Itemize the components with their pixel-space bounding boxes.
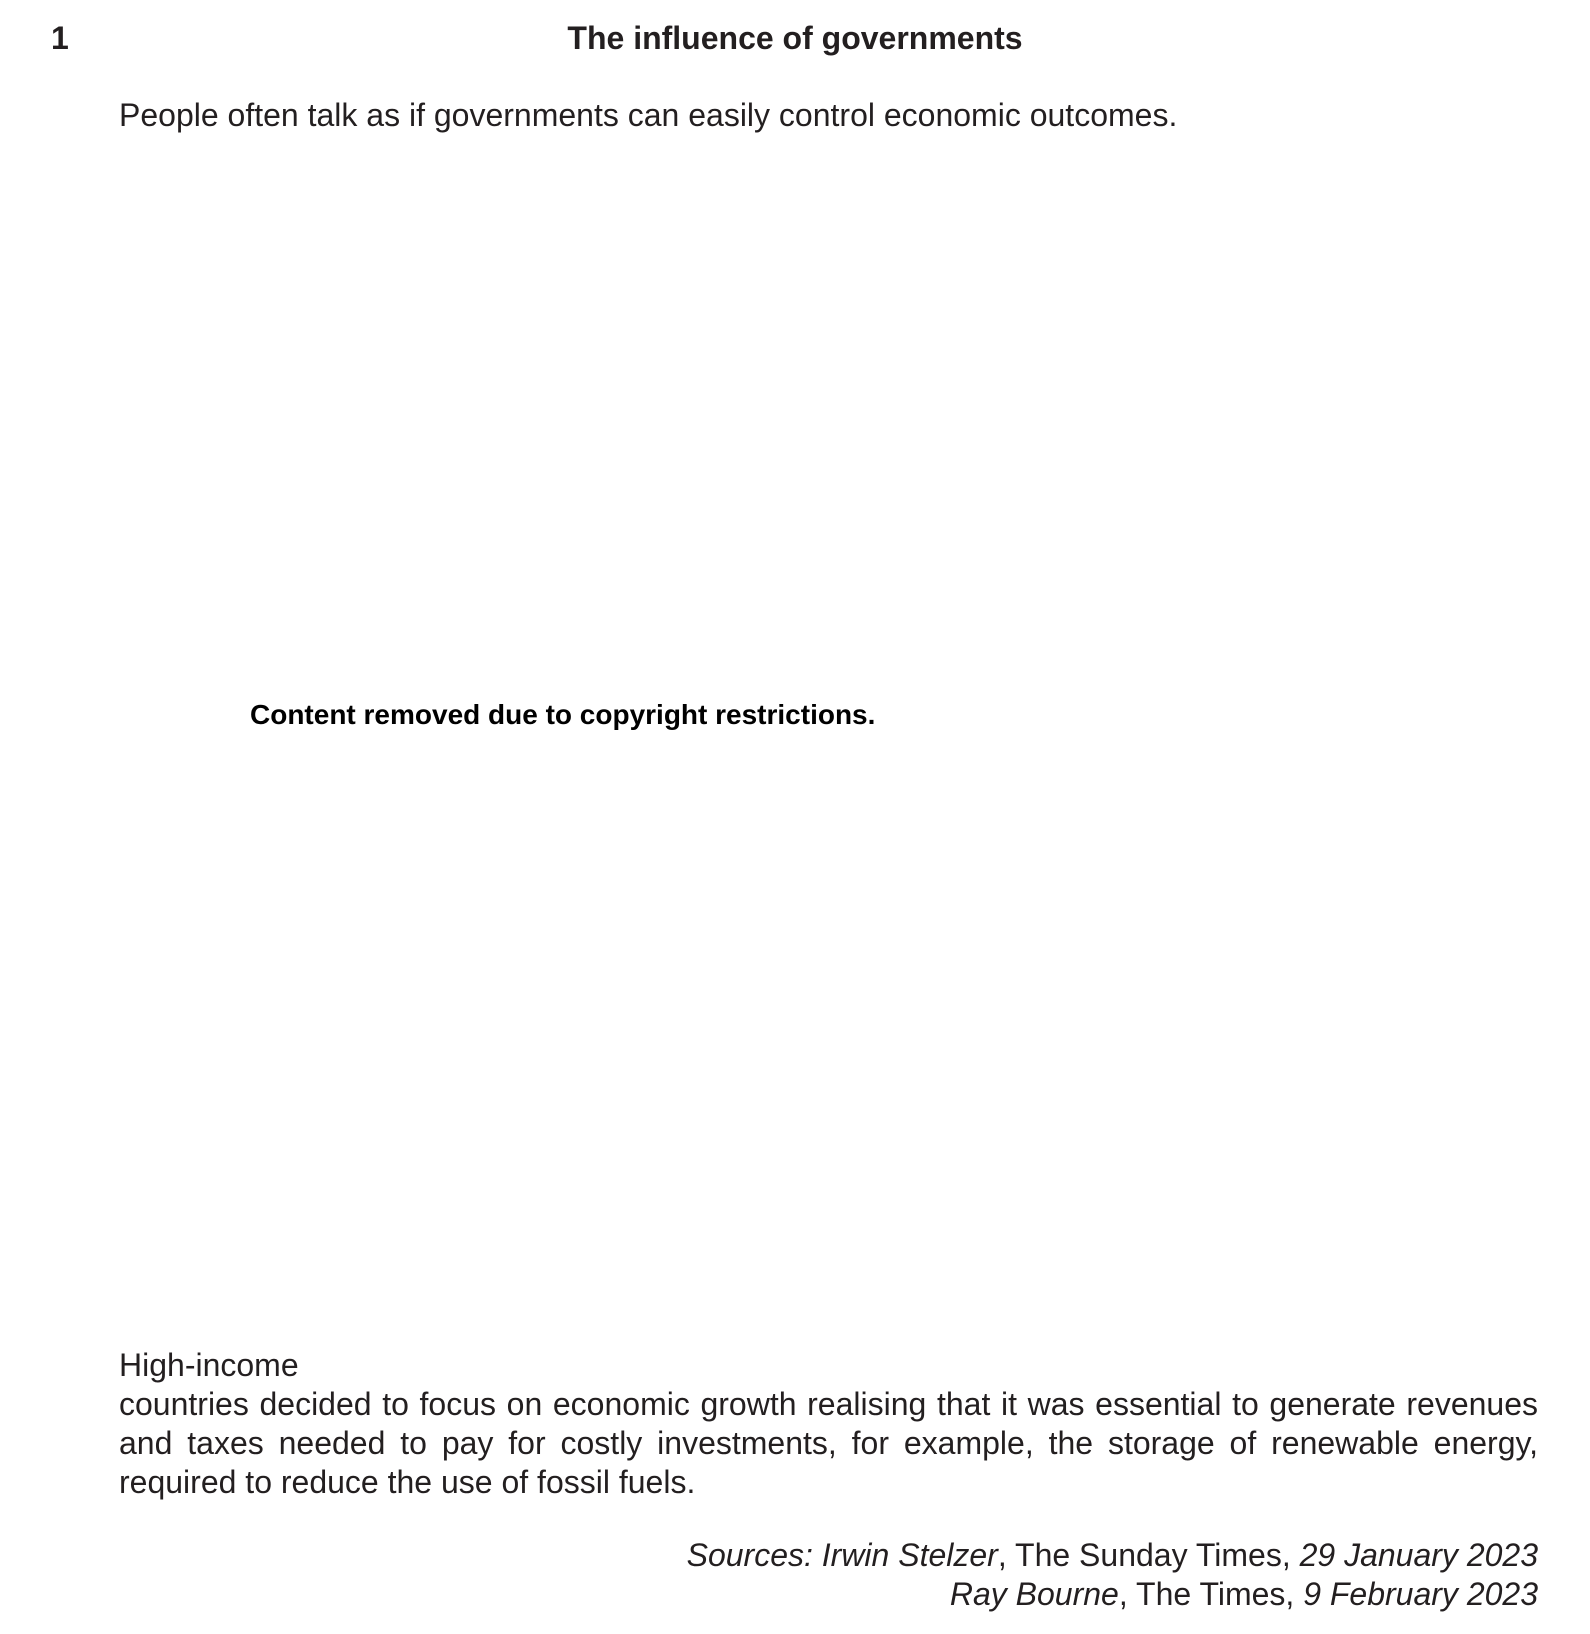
source-line-1 xyxy=(687,1536,1538,1575)
source-sep-2b: , xyxy=(1285,1576,1304,1612)
source-author-1: Irwin Stelzer xyxy=(821,1537,998,1573)
source-sep-1: , xyxy=(997,1537,1016,1573)
source-publication-2: The Times xyxy=(1136,1576,1286,1612)
source-sep-1b: , xyxy=(1281,1537,1300,1573)
source-date-1: 29 January 2023 xyxy=(1299,1537,1538,1573)
sources-block xyxy=(687,1536,1538,1614)
source-prefix: Sources: xyxy=(686,1537,822,1573)
paragraph-first-line: High-income xyxy=(119,1347,299,1383)
source-publication-1: The Sunday Times xyxy=(1015,1537,1282,1573)
source-author-2: Ray Bourne xyxy=(949,1576,1119,1612)
paragraph-rest: countries decided to focus on economic growth realising that it was essential to generate revenues and taxes needed to pay for costly investments, for example, the storage of renewable energy, required to reduce the use of fossil fuels. xyxy=(119,1386,1538,1500)
copyright-notice: Content removed due to copyright restrictions. xyxy=(250,699,876,730)
body-paragraph xyxy=(119,1346,1538,1502)
intro-text: People often talk as if governments can easily control economic outcomes. xyxy=(119,97,1178,133)
source-date-2: 9 February 2023 xyxy=(1303,1576,1538,1612)
question-number: 1 xyxy=(51,20,69,56)
source-sep-2: , xyxy=(1118,1576,1137,1612)
page-title: The influence of governments xyxy=(567,20,1023,56)
source-line-2 xyxy=(687,1575,1538,1614)
